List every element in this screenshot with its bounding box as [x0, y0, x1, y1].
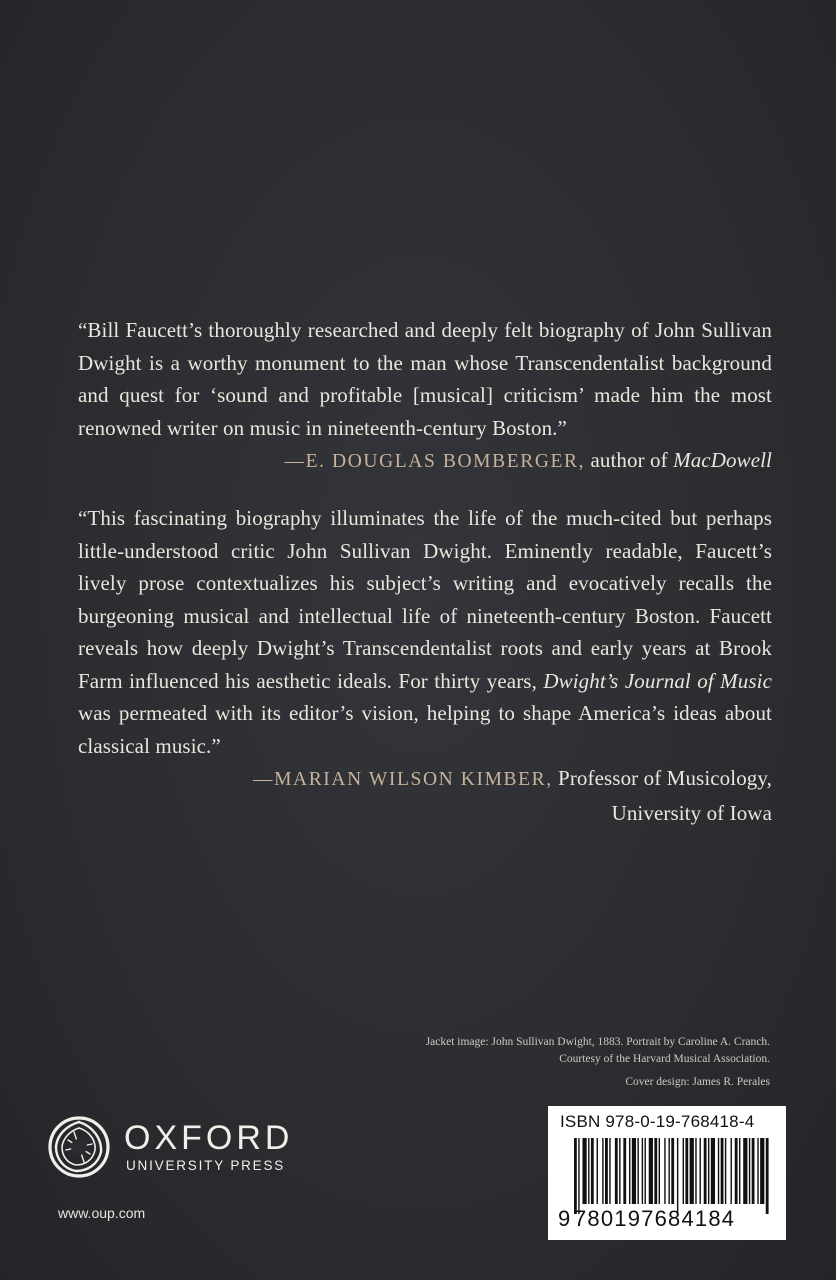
barcode-bar [708, 1138, 709, 1204]
barcode-bar [766, 1138, 769, 1214]
barcode-bar [721, 1138, 724, 1204]
cover-design-credit: Cover design: James R. Perales [625, 1076, 770, 1088]
barcode-bar [574, 1138, 577, 1214]
barcode-bar [609, 1138, 610, 1204]
barcode-bar [685, 1138, 688, 1204]
barcode-bar [671, 1138, 674, 1204]
barcode-bar [619, 1138, 620, 1204]
barcode-icon [574, 1138, 770, 1216]
barcode-bar [654, 1138, 657, 1204]
barcode-bar [649, 1138, 653, 1204]
barcode-bar [623, 1138, 626, 1204]
barcode-bar [760, 1138, 764, 1204]
barcode-digits [558, 1206, 778, 1232]
barcode-bar [711, 1138, 715, 1204]
quote-1-author-work: MacDowell [673, 448, 772, 472]
quote-2-text-after: was permeated with its editor’s vision, helping to shape America’s ideas about classical music.” [78, 701, 772, 758]
quote-1-author-role: author of [585, 448, 674, 472]
barcode-bar [659, 1138, 660, 1204]
quote-2-attribution [78, 762, 772, 797]
barcode-bar [695, 1138, 696, 1204]
quote-2-author-role: Professor of Musicology, [552, 766, 772, 790]
quote-2-text [78, 502, 772, 762]
barcode-bar [690, 1138, 694, 1204]
barcode-bar [615, 1138, 618, 1204]
barcode-bar [605, 1138, 608, 1204]
publisher-logo [46, 1114, 346, 1184]
barcode-bar [645, 1138, 646, 1204]
barcode-lead-digit: 9 [558, 1206, 572, 1231]
barcode-bar [752, 1138, 755, 1204]
publisher-name: OXFORD [124, 1119, 294, 1157]
barcode-bar [629, 1138, 630, 1204]
barcode-bar [591, 1138, 594, 1204]
quote-1-text: “Bill Faucett’s thoroughly researched and deeply felt biography of John Sullivan Dwight is a worthy monument to the man whose Transcendentalist background and quest for ‘sound and profitable [musical] criticism’ made him the most renowned writer on music in nineteenth-century Boston.” [78, 318, 772, 440]
barcode-bar [739, 1138, 740, 1204]
publisher-subname: UNIVERSITY PRESS [126, 1158, 286, 1173]
barcode-number: 780197684184 [574, 1206, 736, 1231]
barcode-bar [725, 1138, 726, 1204]
barcode-bar [683, 1138, 684, 1204]
barcode-bar [704, 1138, 707, 1204]
barcode-bar [757, 1138, 758, 1204]
barcode-bar [582, 1138, 586, 1204]
barcode-bar [637, 1138, 638, 1204]
barcode-bar [677, 1138, 678, 1214]
barcode-bar [578, 1138, 579, 1214]
quote-2-author-name: —MARIAN WILSON KIMBER, [252, 769, 553, 790]
isbn-barcode-block [548, 1106, 786, 1240]
barcode-bar [735, 1138, 738, 1204]
barcode-bar [731, 1138, 732, 1204]
oxford-logo-icon [46, 1114, 112, 1180]
isbn-label: ISBN 978-0-19-768418-4 [560, 1112, 755, 1131]
quote-1-author-name: —E. DOUGLAS BOMBERGER, [284, 451, 586, 472]
jacket-image-credit: Jacket image: John Sullivan Dwight, 1883. Portrait by Caroline A. Cranch. [425, 1036, 770, 1048]
quote-2-journal-title: Dwight’s Journal of Music [543, 668, 772, 693]
barcode-bar [597, 1138, 598, 1204]
publisher-url: www.oup.com [58, 1205, 146, 1221]
barcode-bar [718, 1138, 719, 1204]
barcode-bar [743, 1138, 747, 1204]
barcode-bar [642, 1138, 643, 1204]
jacket-credits [350, 1034, 770, 1091]
endorsement-quote-2 [78, 502, 772, 829]
barcode-bar [602, 1138, 603, 1204]
quote-2-text-before: “This fascinating biography illuminates the life of the much-cited but perhaps little-understood critic John Sullivan Dwight. Eminently readable, Faucett’s lively prose contextualizes his subject’s writing and evocatively recalls the burgeoning musical and intellectual life of nineteenth-century Boston. Faucett reveals how deeply Dwight’s Transcendentalist roots and early years at Brook Farm influenced his aesthetic ideals. For thirty years, [78, 506, 772, 693]
barcode-bar [664, 1138, 665, 1204]
courtesy-credit: Courtesy of the Harvard Musical Association. [559, 1053, 770, 1065]
barcode-bar [749, 1138, 750, 1204]
barcode-bar [668, 1138, 669, 1204]
quote-2-affiliation: University of Iowa [611, 800, 772, 825]
barcode-bar [588, 1138, 589, 1204]
endorsement-quote-1 [78, 314, 772, 479]
barcode-bar [700, 1138, 701, 1204]
barcode-bar [632, 1138, 636, 1204]
quote-1-attribution [78, 444, 772, 479]
